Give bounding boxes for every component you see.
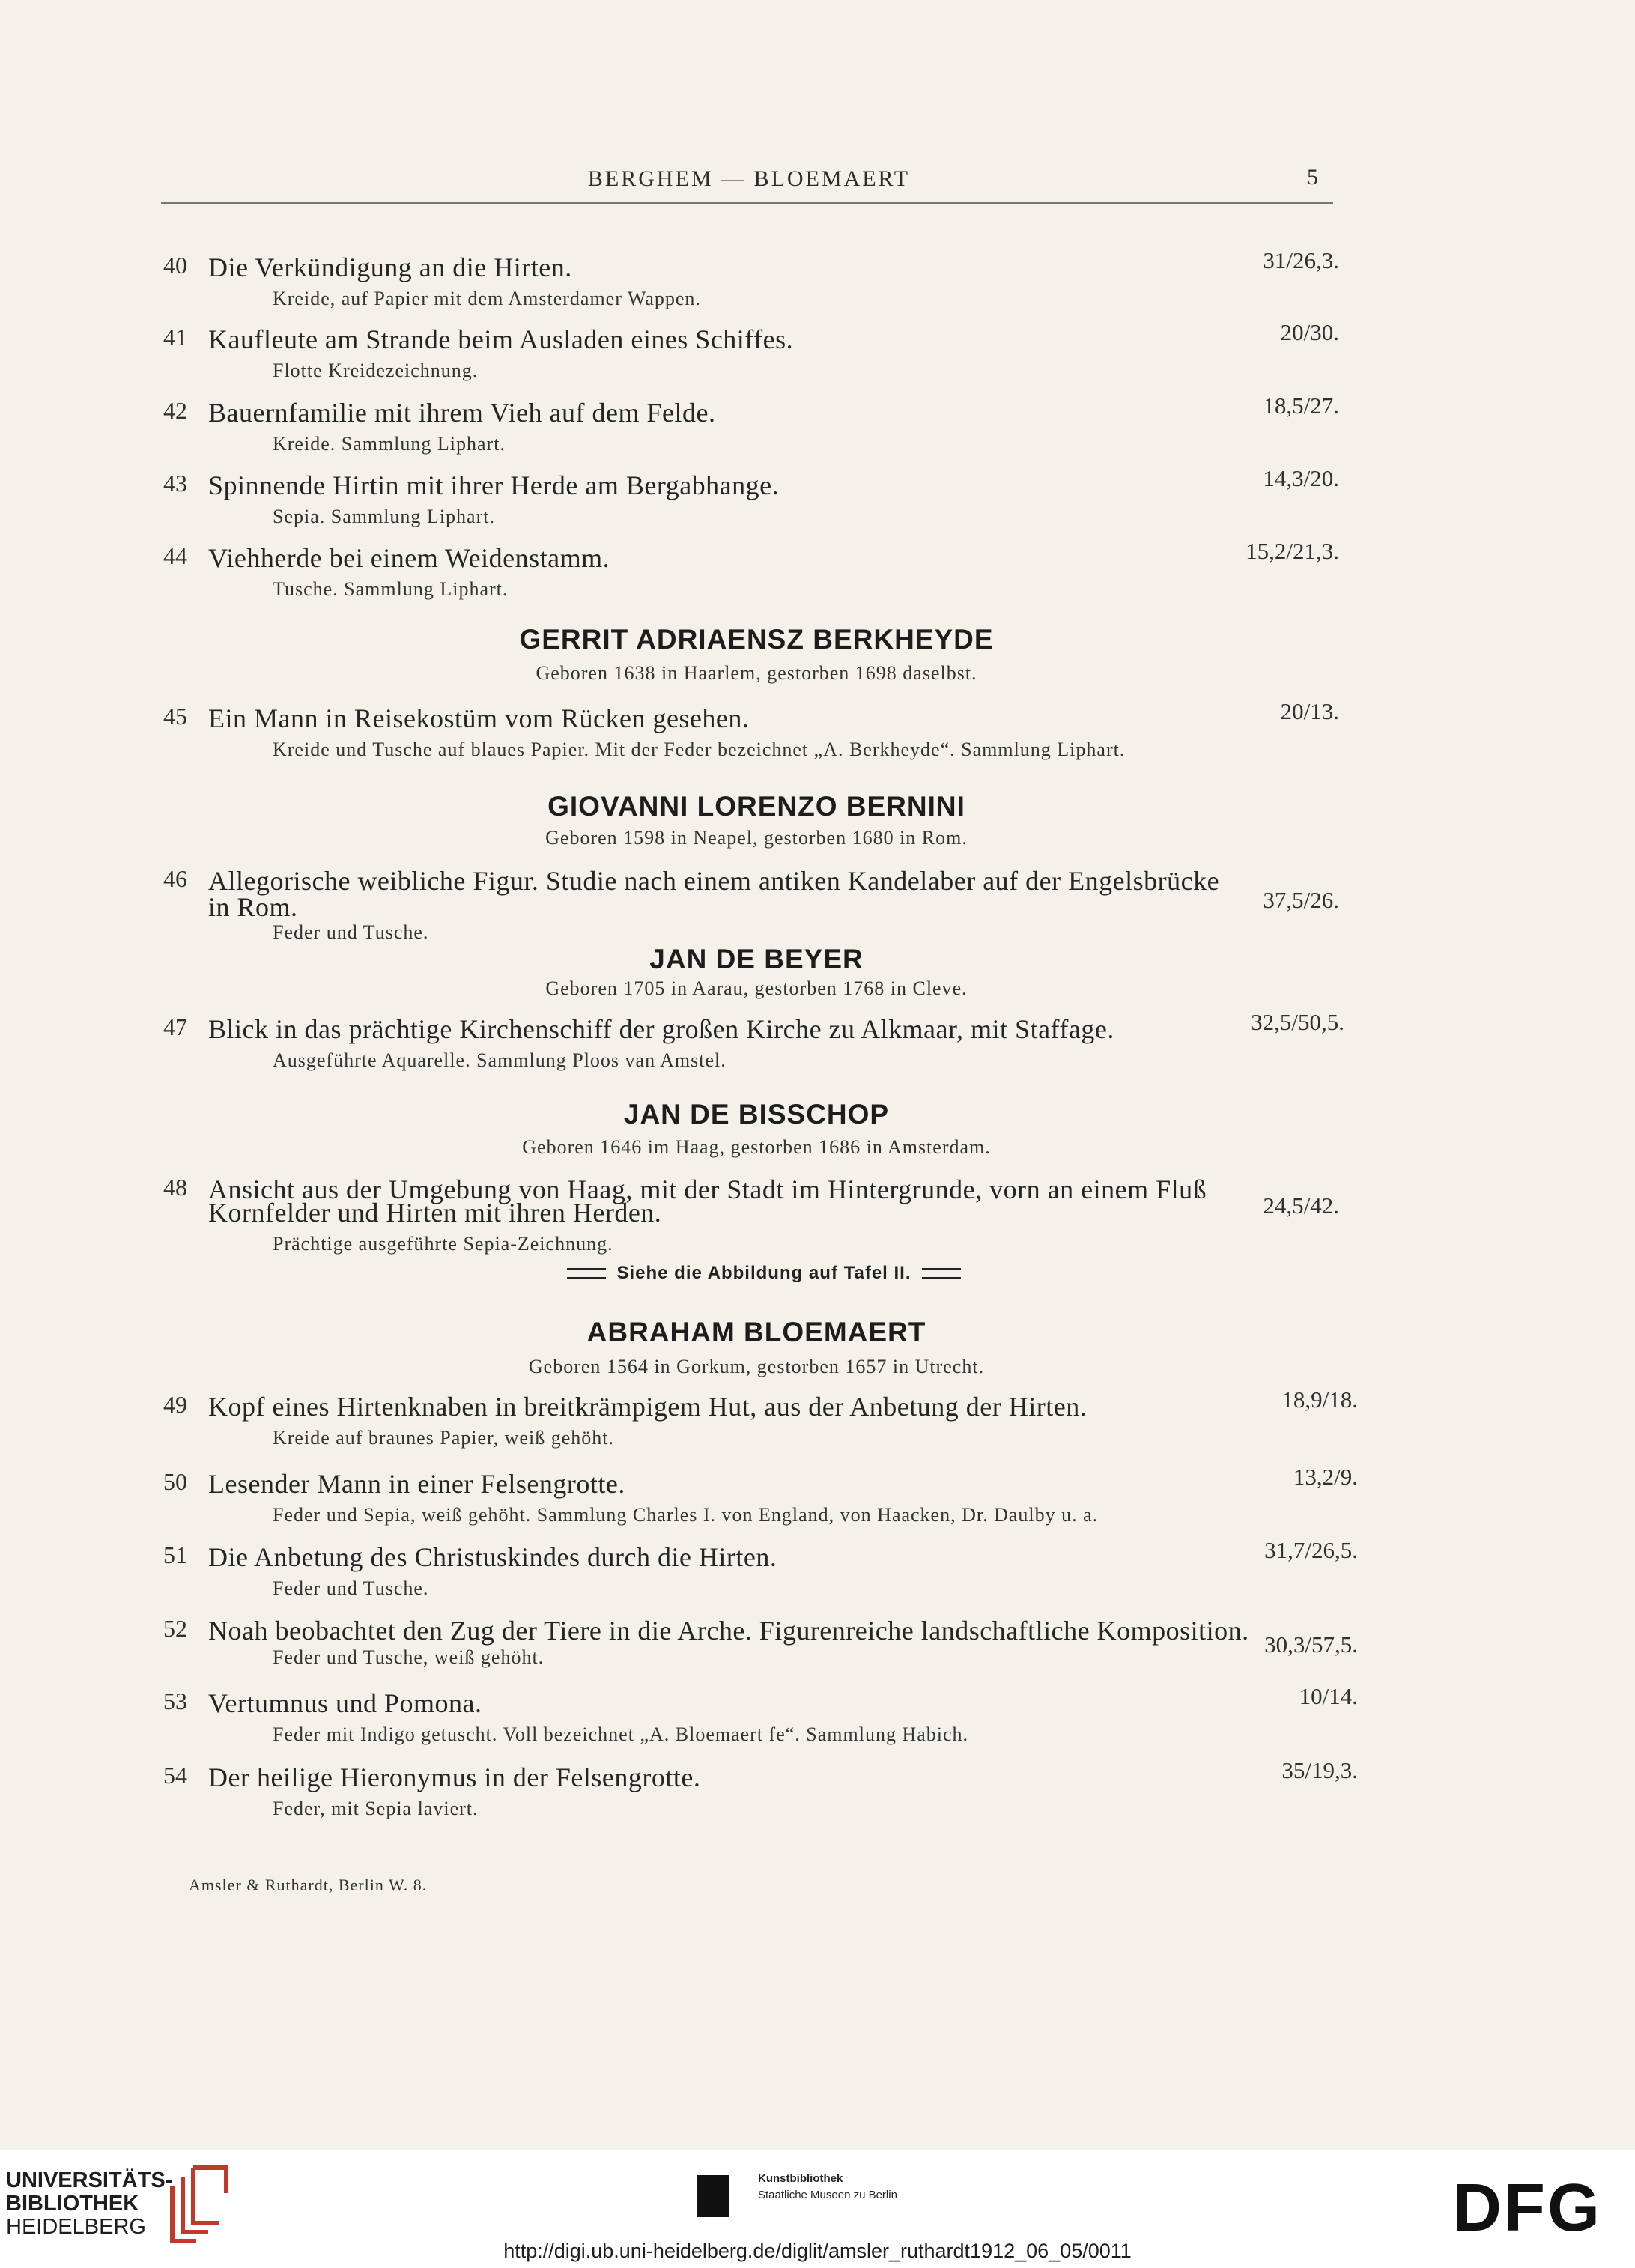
entry-number: 47: [163, 1013, 187, 1040]
catalog-entry-54: [0, 1757, 1635, 1819]
entry-title-continued: Kornfelder und Hirten mit ihren Herden.: [208, 1198, 662, 1228]
double-rule-left: [567, 1268, 606, 1279]
artist-heading-de-beyer: JAN DE BEYER: [649, 944, 864, 974]
entry-note: Feder, mit Sepia laviert.: [273, 1798, 479, 1819]
entry-note: Feder und Sepia, weiß gehöht. Sammlung Charles I. von England, von Haacken, Dr. Daulby u. a.: [273, 1504, 1099, 1526]
entry-note: Tusche. Sammlung Liphart.: [273, 578, 509, 600]
catalog-entry-43: [0, 465, 1635, 527]
entry-title: Kopf eines Hirtenknaben in breitkrämpigem Hut, aus der Anbetung der Hirten.: [208, 1392, 1088, 1422]
entry-note: Feder und Tusche.: [273, 1577, 429, 1599]
entry-number: 51: [163, 1541, 187, 1568]
header-rule: [161, 202, 1333, 204]
entry-measure: 20/30.: [1280, 319, 1339, 345]
entry-number: 48: [163, 1174, 187, 1201]
entry-number: 49: [163, 1391, 187, 1418]
artist-bio: Geboren 1564 in Gorkum, gestorben 1657 in Utrecht.: [528, 1356, 985, 1377]
artist-bio: Geboren 1598 in Neapel, gestorben 1680 in Rom.: [545, 827, 968, 849]
entry-number: 43: [163, 470, 187, 497]
entry-note: Feder und Tusche.: [273, 921, 429, 943]
entry-title: Die Anbetung des Christuskindes durch die Hirten.: [208, 1542, 777, 1572]
entry-number: 44: [163, 542, 187, 569]
artist-heading-bernini: GIOVANNI LORENZO BERNINI: [547, 791, 965, 822]
entry-note: Kreide und Tusche auf blaues Papier. Mit der Feder bezeichnet „A. Berkheyde“. Sammlung Liphart.: [273, 739, 1126, 760]
entry-note: Kreide auf braunes Papier, weiß gehöht.: [273, 1427, 614, 1449]
kb-line-2: Staatliche Museen zu Berlin: [758, 2189, 897, 2201]
entry-note: Feder mit Indigo getuscht. Voll bezeichnet „A. Bloemaert fe“. Sammlung Habich.: [273, 1723, 969, 1745]
entry-number: 40: [163, 252, 187, 279]
ub-line-3: HEIDELBERG: [6, 2215, 146, 2239]
plate-reference-text: Siehe die Abbildung auf Tafel II.: [616, 1263, 911, 1283]
entry-note: Flotte Kreidezeichnung.: [273, 360, 479, 381]
kunstbibliothek-logo-icon[interactable]: [697, 2175, 729, 2217]
entry-number: 53: [163, 1688, 187, 1714]
entry-note: Prächtige ausgeführte Sepia-Zeichnung.: [273, 1233, 613, 1255]
entry-title: Blick in das prächtige Kirchenschiff der großen Kirche zu Alkmaar, mit Staffage.: [208, 1014, 1114, 1044]
catalog-entry-53: [0, 1683, 1635, 1745]
entry-title: Lesender Mann in einer Felsengrotte.: [208, 1469, 625, 1499]
artist-bio: Geboren 1705 in Aarau, gestorben 1768 in Cleve.: [545, 977, 968, 999]
ub-line-2: BIBLIOTHEK: [6, 2192, 139, 2216]
entry-title: Die Verkündigung an die Hirten.: [208, 252, 572, 282]
entry-number: 52: [163, 1615, 187, 1642]
page-number: 5: [1307, 165, 1318, 189]
running-head: BERGHEM — BLOEMAERT: [587, 166, 911, 191]
entry-measure: 31,7/26,5.: [1264, 1537, 1358, 1563]
permalink-url[interactable]: http://digi.ub.uni-heidelberg.de/diglit/amsler_ruthardt1912_06_05/0011: [503, 2240, 1132, 2262]
entry-title-continued: in Rom.: [208, 892, 298, 922]
ub-line-1: UNIVERSITÄTS-: [6, 2168, 173, 2192]
entry-measure: 30,3/57,5.: [1264, 1631, 1358, 1658]
catalog-entry-41: [0, 319, 1635, 381]
entry-note: Kreide, auf Papier mit dem Amsterdamer Wappen.: [273, 288, 701, 309]
entry-measure: 37,5/26.: [1263, 887, 1339, 913]
catalog-entry-48-cont: [0, 1192, 1635, 1234]
entry-measure: 13,2/9.: [1293, 1464, 1358, 1490]
catalog-entry-51: [0, 1537, 1635, 1599]
catalog-entry-40: [0, 247, 1635, 309]
catalog-entry-42: [0, 392, 1635, 455]
entry-number: 42: [163, 397, 187, 424]
catalog-entry-52: [0, 1615, 1635, 1668]
entry-number: 41: [163, 324, 187, 351]
entry-title: Der heilige Hieronymus in der Felsengrotte.: [208, 1762, 701, 1792]
entry-note: Feder und Tusche, weiß gehöht.: [273, 1646, 545, 1668]
entry-title: Ansicht aus der Umgebung von Haag, mit der Stadt im Hintergrunde, vorn an einem Fluß: [208, 1174, 1207, 1204]
entry-title: Vertumnus und Pomona.: [208, 1688, 482, 1718]
entry-note: Sepia. Sammlung Liphart.: [273, 506, 495, 527]
plate-reference: [524, 1263, 1004, 1284]
artist-heading-berkheyde: GERRIT ADRIAENSZ BERKHEYDE: [519, 624, 994, 655]
double-rule-right: [922, 1268, 961, 1279]
entry-title: Kaufleute am Strande beim Ausladen eines Schiffes.: [208, 324, 794, 354]
entry-measure: 15,2/21,3.: [1246, 538, 1339, 564]
entry-number: 45: [163, 703, 187, 730]
ub-heidelberg-wordmark[interactable]: [6, 2169, 172, 2239]
artist-bio: Geboren 1646 im Haag, gestorben 1686 in Amsterdam.: [522, 1136, 991, 1158]
entry-note: Kreide. Sammlung Liphart.: [273, 433, 506, 455]
entry-title: Ein Mann in Reisekostüm vom Rücken gesehen.: [208, 703, 750, 733]
entry-number: 50: [163, 1468, 187, 1495]
entry-measure: 35/19,3.: [1281, 1757, 1358, 1783]
entry-title: Bauernfamilie mit ihrem Vieh auf dem Felde.: [208, 398, 716, 428]
kb-line-1: Kunstbibliothek: [758, 2172, 843, 2185]
entry-measure: 18,9/18.: [1281, 1386, 1358, 1413]
catalog-entry-45: [0, 698, 1635, 760]
ub-logo-icon[interactable]: [166, 2163, 231, 2246]
catalog-entry-44: [0, 538, 1635, 600]
entry-measure: 20/13.: [1280, 698, 1339, 724]
kunstbibliothek-wordmark[interactable]: [758, 2171, 897, 2204]
artist-bio: Geboren 1638 in Haarlem, gestorben 1698 daselbst.: [536, 662, 977, 684]
catalog-entry-50: [0, 1464, 1635, 1526]
catalog-entry-47: [0, 1009, 1635, 1071]
entry-measure: 31/26,3.: [1263, 247, 1339, 273]
entry-measure: 18,5/27.: [1263, 392, 1339, 419]
printer-imprint: Amsler & Ruthardt, Berlin W. 8.: [189, 1876, 428, 1894]
entry-measure: 24,5/42.: [1263, 1192, 1339, 1219]
entry-title: Allegorische weibliche Figur. Studie nach einem antiken Kandelaber auf der Engelsbrücke: [208, 866, 1220, 896]
artist-heading-de-bisschop: JAN DE BISSCHOP: [623, 1099, 890, 1130]
entry-measure: 10/14.: [1299, 1683, 1358, 1709]
catalog-entry-49: [0, 1386, 1635, 1449]
artist-heading-bloemaert: ABRAHAM BLOEMAERT: [586, 1317, 926, 1347]
entry-note: Ausgeführte Aquarelle. Sammlung Ploos van Amstel.: [273, 1049, 727, 1071]
dfg-logo[interactable]: DFG: [1453, 2171, 1602, 2246]
entry-measure: 14,3/20.: [1263, 465, 1339, 491]
entry-title: Noah beobachtet den Zug der Tiere in die Arche. Figurenreiche landschaftliche Komposition.: [208, 1616, 1249, 1646]
entry-title: Spinnende Hirtin mit ihrer Herde am Bergabhange.: [208, 470, 780, 500]
entry-measure: 32,5/50,5.: [1251, 1009, 1344, 1035]
entry-number: 54: [163, 1762, 187, 1789]
entry-title: Viehherde bei einem Weidenstamm.: [208, 543, 610, 573]
entry-number: 46: [163, 865, 187, 892]
